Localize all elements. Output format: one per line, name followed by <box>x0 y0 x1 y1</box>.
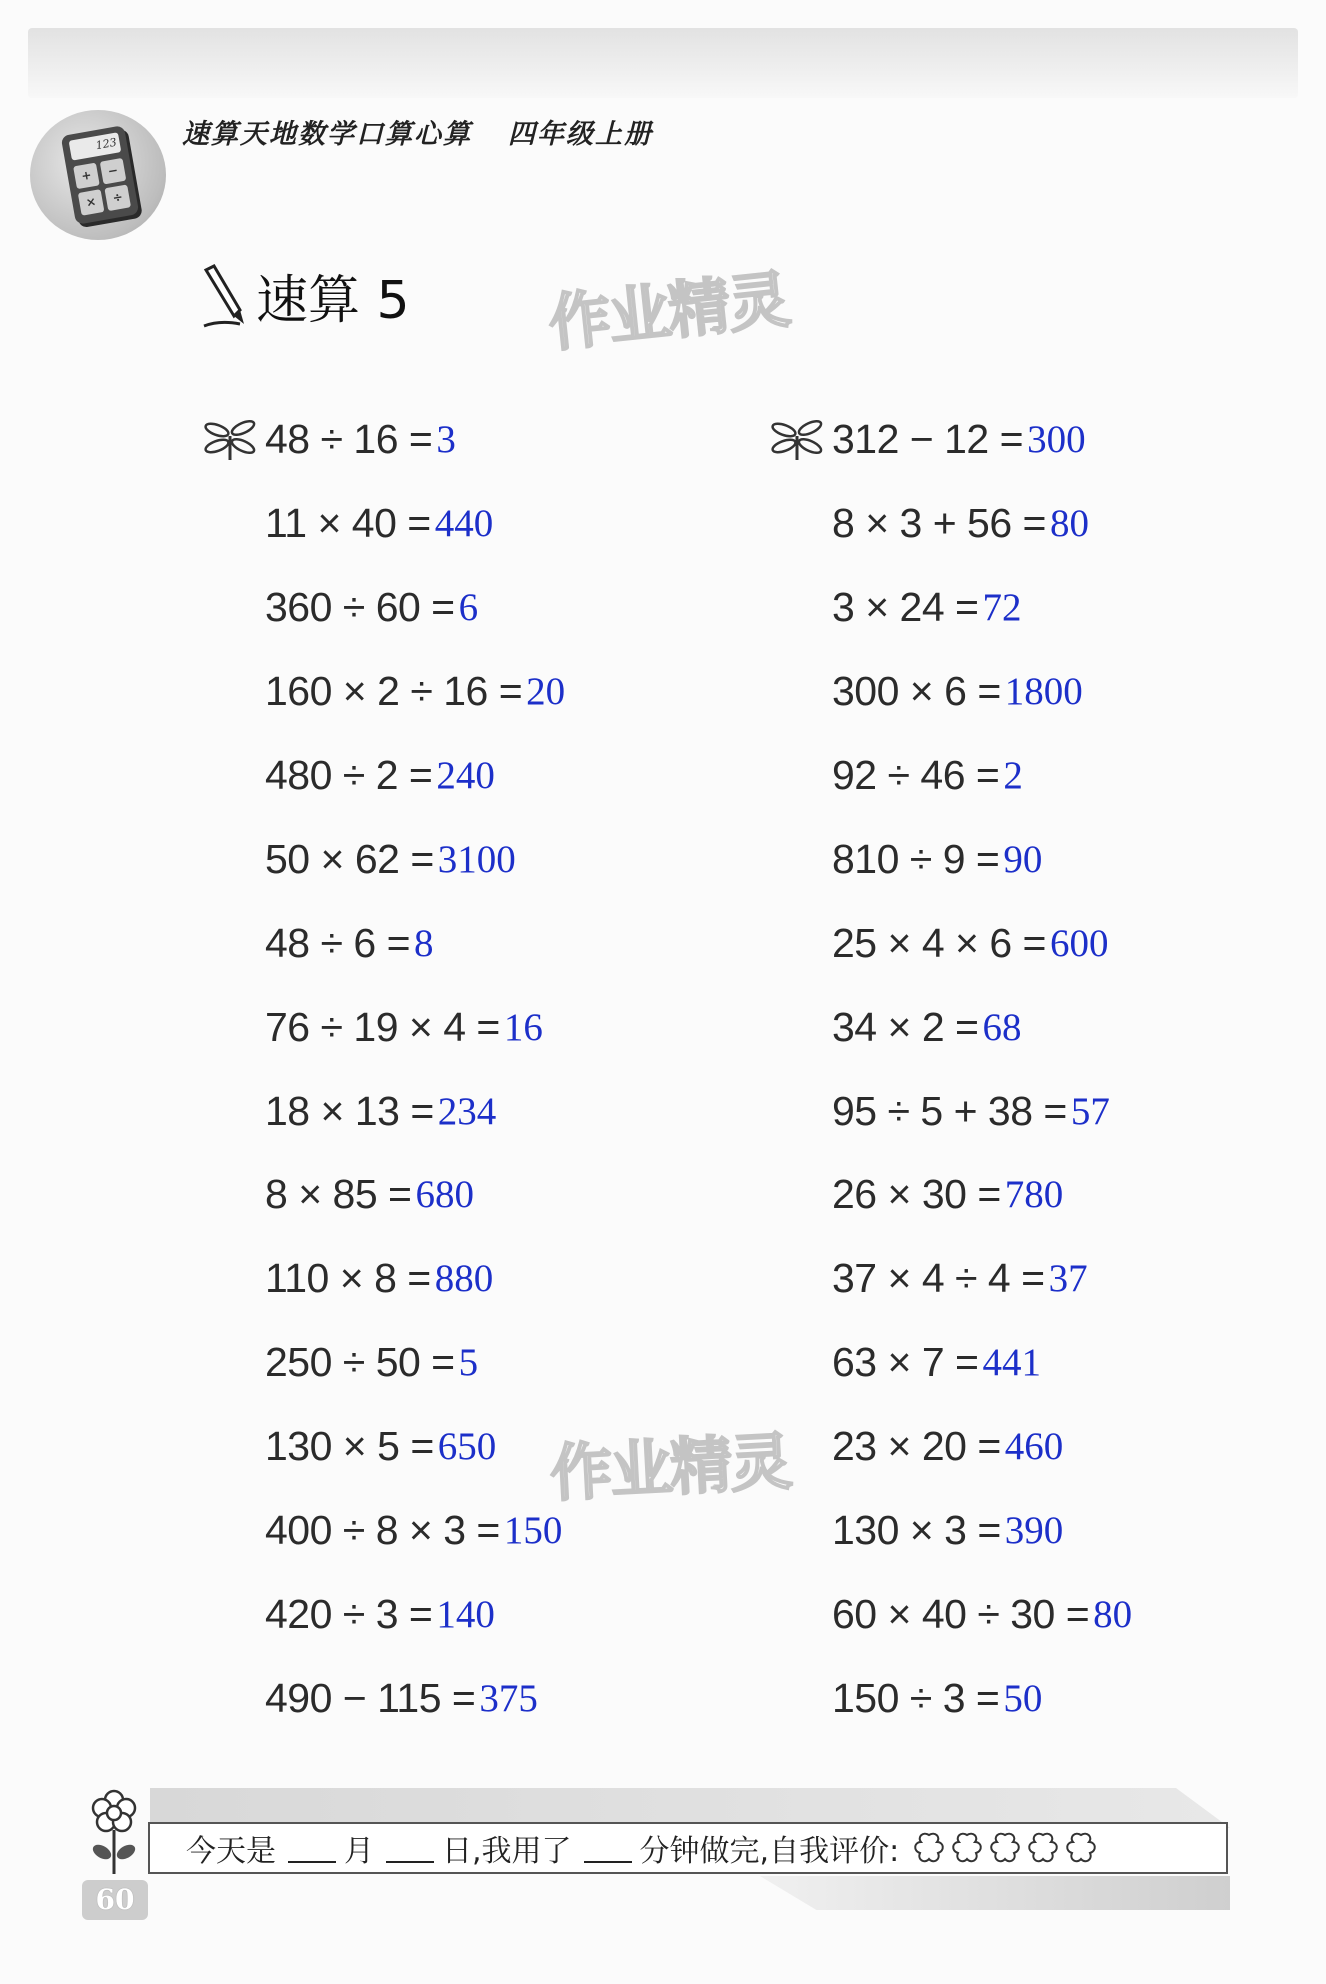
problem-row <box>265 1405 825 1489</box>
left-problem-column <box>265 398 825 1740</box>
problem-row <box>265 398 825 482</box>
rating-flower-icon[interactable] <box>1025 1831 1061 1865</box>
day-blank[interactable] <box>386 1833 434 1863</box>
problem-row <box>265 734 825 818</box>
dragonfly-icon <box>203 416 259 462</box>
problem-expression: 8 × 3 + 56 = <box>832 500 1046 547</box>
page-title: 速算 5 <box>256 271 410 331</box>
rating-flowers <box>911 1831 1101 1865</box>
problem-expression: 18 × 13 = <box>265 1087 434 1134</box>
right-problem-column <box>832 398 1326 1740</box>
book-title: 速算天地数学口算心算 <box>182 119 472 150</box>
problem-answer[interactable]: 50 <box>1003 1676 1043 1720</box>
problem-row <box>832 1405 1326 1489</box>
problem-row <box>265 1321 825 1405</box>
problem-answer[interactable]: 240 <box>436 754 495 797</box>
problem-expression: 400 ÷ 8 × 3 = <box>265 1507 500 1554</box>
problem-answer[interactable]: 460 <box>1004 1425 1064 1469</box>
problem-answer[interactable]: 37 <box>1048 1257 1088 1301</box>
problem-expression: 110 × 8 = <box>265 1255 431 1302</box>
calc-key-plus: + <box>73 163 100 190</box>
problem-answer[interactable]: 57 <box>1070 1089 1110 1133</box>
rating-flower-icon[interactable] <box>987 1831 1023 1865</box>
watermark-top: 作业精灵 <box>545 262 792 361</box>
problem-expression: 420 ÷ 3 = <box>265 1590 433 1637</box>
problem-answer[interactable]: 680 <box>415 1173 474 1217</box>
problem-expression: 810 ÷ 9 = <box>832 835 1000 882</box>
calculator-screen: 123 <box>69 132 122 160</box>
problem-answer[interactable]: 600 <box>1050 921 1109 965</box>
book-header <box>182 112 653 151</box>
calc-key-divide: ÷ <box>104 184 131 211</box>
problem-expression: 92 ÷ 46 = <box>832 752 1000 798</box>
grade-label: 四年级上册 <box>508 119 653 150</box>
problem-row <box>265 1153 825 1237</box>
problem-expression: 160 × 2 ÷ 16 = <box>265 668 523 715</box>
problem-answer[interactable]: 440 <box>434 502 494 546</box>
problem-answer[interactable]: 1800 <box>1004 670 1083 714</box>
problem-expression: 23 × 20 = <box>832 1423 1001 1470</box>
problem-row <box>265 1069 825 1153</box>
problem-row <box>832 566 1326 650</box>
today-label: 今天是 <box>186 1834 276 1869</box>
problem-expression: 25 × 4 × 6 = <box>832 919 1046 966</box>
section-title <box>200 258 410 333</box>
problem-expression: 48 ÷ 6 = <box>265 919 411 966</box>
problem-expression: 490 − 115 = <box>265 1674 476 1721</box>
problem-expression: 26 × 30 = <box>832 1171 1001 1218</box>
problem-answer[interactable]: 441 <box>982 1341 1041 1385</box>
problem-answer[interactable]: 80 <box>1050 502 1089 546</box>
problem-expression: 48 ÷ 16 = <box>265 416 433 463</box>
problem-row <box>832 398 1326 482</box>
problem-answer[interactable]: 375 <box>479 1676 538 1720</box>
header-band <box>28 28 1298 98</box>
problem-row <box>832 1572 1326 1656</box>
day-label: 日,我用了 <box>442 1834 572 1869</box>
problem-answer[interactable]: 90 <box>1003 837 1043 881</box>
problem-answer[interactable]: 300 <box>1027 418 1086 462</box>
problem-expression: 11 × 40 = <box>265 500 431 547</box>
problem-row <box>265 482 825 566</box>
calc-key-times: × <box>78 189 105 216</box>
problem-expression: 3 × 24 = <box>832 584 979 631</box>
problem-expression: 130 × 3 = <box>832 1507 1001 1554</box>
month-blank[interactable] <box>288 1833 336 1863</box>
rating-flower-icon[interactable] <box>1063 1831 1099 1865</box>
problem-answer[interactable]: 234 <box>437 1089 497 1133</box>
problem-row <box>832 817 1326 901</box>
problem-answer[interactable]: 80 <box>1093 1592 1133 1636</box>
problem-expression: 8 × 85 = <box>265 1171 412 1218</box>
problem-row <box>832 1153 1326 1237</box>
problem-expression: 50 × 62 = <box>265 835 434 882</box>
minutes-blank[interactable] <box>584 1833 632 1863</box>
problem-row <box>832 985 1326 1069</box>
problem-expression: 312 − 12 = <box>832 416 1024 463</box>
problem-expression: 150 ÷ 3 = <box>832 1674 1000 1721</box>
problem-answer[interactable]: 3 <box>436 418 456 462</box>
problem-row <box>265 1237 825 1321</box>
self-evaluation-box <box>148 1822 1228 1874</box>
problem-row <box>265 1489 825 1573</box>
rating-flower-icon[interactable] <box>911 1831 947 1865</box>
problem-row <box>832 734 1326 818</box>
problem-answer[interactable]: 390 <box>1004 1509 1064 1553</box>
problem-row <box>832 650 1326 734</box>
problem-answer[interactable]: 2 <box>1003 754 1023 797</box>
problem-row <box>832 1069 1326 1153</box>
problem-expression: 250 ÷ 50 = <box>265 1339 455 1386</box>
month-label: 月 <box>344 1834 374 1869</box>
problem-answer[interactable]: 68 <box>982 1005 1022 1049</box>
problem-row <box>265 985 825 1069</box>
rating-flower-icon[interactable] <box>949 1831 985 1865</box>
problem-answer[interactable]: 16 <box>503 1005 543 1049</box>
problem-expression: 76 ÷ 19 × 4 = <box>265 1003 500 1050</box>
page-number: 60 <box>82 1880 148 1920</box>
problem-expression: 480 ÷ 2 = <box>265 752 433 798</box>
calculator-icon <box>61 125 140 225</box>
footer-band-lower <box>760 1876 1230 1910</box>
problem-row <box>832 1237 1326 1321</box>
problem-row <box>265 566 825 650</box>
problem-answer[interactable]: 6 <box>458 586 479 630</box>
problem-answer[interactable]: 780 <box>1004 1173 1064 1217</box>
problem-expression: 60 × 40 ÷ 30 = <box>832 1590 1090 1637</box>
pencil-icon <box>200 264 246 328</box>
problem-answer[interactable]: 8 <box>414 921 434 965</box>
watermark-middle: 作业精灵 <box>548 1424 793 1511</box>
problem-row <box>265 817 825 901</box>
problem-answer[interactable]: 150 <box>503 1509 563 1553</box>
problem-expression: 130 × 5 = <box>265 1423 434 1470</box>
problem-row <box>832 1321 1326 1405</box>
minutes-label: 分钟做完,自我评价: <box>639 1834 900 1869</box>
problem-row <box>832 1656 1326 1740</box>
problem-answer[interactable]: 650 <box>437 1425 497 1469</box>
problem-expression: 37 × 4 ÷ 4 = <box>832 1255 1045 1302</box>
problem-row <box>832 901 1326 985</box>
problem-answer[interactable]: 880 <box>434 1257 494 1301</box>
problem-row <box>265 1656 825 1740</box>
dragonfly-icon <box>770 416 826 462</box>
problem-answer[interactable]: 20 <box>526 670 566 714</box>
problem-row <box>265 650 825 734</box>
problem-expression: 95 ÷ 5 + 38 = <box>832 1087 1067 1134</box>
problem-expression: 34 × 2 = <box>832 1003 979 1050</box>
problem-expression: 360 ÷ 60 = <box>265 584 455 631</box>
problem-row <box>832 1489 1326 1573</box>
problem-expression: 300 × 6 = <box>832 668 1001 715</box>
problem-row <box>265 901 825 985</box>
problem-answer[interactable]: 5 <box>458 1341 479 1385</box>
problem-row <box>265 1572 825 1656</box>
problem-answer[interactable]: 3100 <box>437 837 516 881</box>
problem-answer[interactable]: 72 <box>982 586 1022 630</box>
problem-answer[interactable]: 140 <box>436 1592 495 1636</box>
calc-key-minus: − <box>100 158 127 185</box>
calculator-badge <box>30 110 166 240</box>
flower-plant-icon <box>84 1786 144 1876</box>
problem-row <box>832 482 1326 566</box>
problem-expression: 63 × 7 = <box>832 1339 979 1386</box>
